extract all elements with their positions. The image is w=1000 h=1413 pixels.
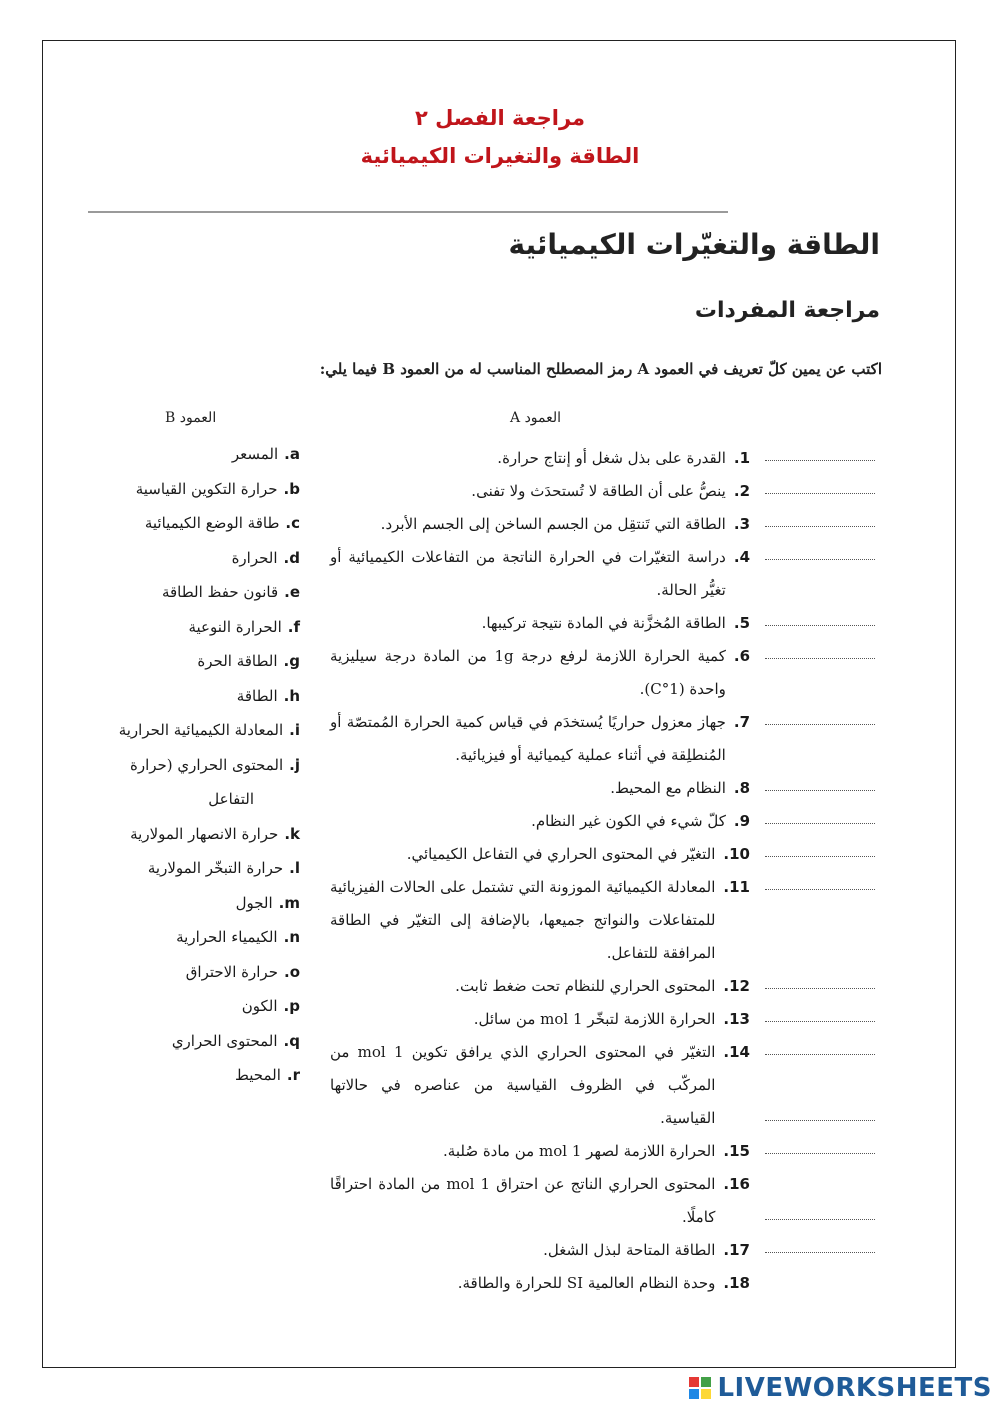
definition-item: 17. الطاقة المتاحة لبذل الشغل.: [543, 1241, 750, 1259]
answer-blank[interactable]: [765, 1054, 875, 1055]
definition-item: 3. الطاقة التي تَنتقِل من الجسم الساخن إلى الجسم الأبرد.: [380, 515, 750, 533]
definition-item: 14. التغيّر في المحتوى الحراري الذي يرافق تكوين 1 mol من المركّب في الظروف القياسية من عناصره في حالاتها القياسية.: [330, 1043, 750, 1127]
column-a-heading: العمود A: [510, 410, 562, 426]
definition-item: 2. ينصُّ على أن الطاقة لا تُستحدَث ولا تفنى.: [471, 482, 750, 500]
answer-blank[interactable]: [765, 988, 875, 989]
answer-blank[interactable]: [765, 460, 875, 461]
answer-blank[interactable]: [765, 1252, 875, 1253]
definition-item: 16. المحتوى الحراري الناتج عن احتراق 1 mol من المادة احتراقًا كاملًا.: [330, 1175, 750, 1226]
definition-item: 1. القدرة على بذل شغل أو إنتاج حرارة.: [497, 449, 750, 467]
answer-blank[interactable]: [765, 889, 875, 890]
liveworksheets-logo-icon: [689, 1377, 711, 1399]
logo-square-yellow: [701, 1389, 711, 1399]
term-item: k. حرارة الانصهار المولارية: [130, 824, 300, 843]
column-a-list: [330, 442, 750, 1300]
answer-blank[interactable]: [765, 823, 875, 824]
term-item: b. حرارة التكوين القياسية: [135, 479, 300, 498]
definition-item: 5. الطاقة المُخزَّنة في المادة نتيجة تركيبها.: [481, 614, 750, 632]
section-title: مراجعة المفردات: [694, 298, 880, 323]
worksheet-subtitle: الطاقة والتغيرات الكيميائية: [360, 144, 640, 168]
worksheet-title: مراجعة الفصل ٢: [414, 106, 586, 130]
column-b-heading: العمود B: [165, 410, 217, 426]
term-item: f. الحرارة النوعية: [188, 617, 300, 636]
term-item: a. المسعر: [231, 445, 300, 463]
definition-item: 10. التغيّر في المحتوى الحراري في التفاعل الكيميائي.: [406, 845, 750, 863]
answer-blank[interactable]: [765, 658, 875, 659]
term-item: l. حرارة التبخّر المولارية: [147, 859, 300, 877]
definition-item: 12. المحتوى الحراري للنظام تحت ضغط ثابت.: [455, 977, 750, 995]
answer-blank[interactable]: [765, 1120, 875, 1121]
term-item: r. المحيط: [235, 1066, 300, 1084]
answer-blank[interactable]: [765, 790, 875, 791]
chapter-title: الطاقة والتغيّرات الكيميائية: [508, 228, 880, 261]
divider: [88, 211, 728, 213]
instructions: اكتب عن يمين كلّ تعريف في العمود A رمز المصطلح المناسب له من العمود B فيما يلي:: [319, 360, 882, 378]
answer-blank[interactable]: [765, 724, 875, 725]
definition-item: 9. كلّ شيء في الكون غير النظام.: [531, 812, 750, 830]
answer-blank[interactable]: [765, 625, 875, 626]
logo-square-green: [701, 1377, 711, 1387]
term-item: j. المحتوى الحراري (حرارة: [129, 755, 300, 774]
answer-blank[interactable]: [765, 1021, 875, 1022]
term-item: n. الكيمياء الحرارية: [176, 928, 300, 946]
liveworksheets-brand[interactable]: [689, 1373, 992, 1403]
term-item: i. المعادلة الكيميائية الحرارية: [118, 721, 300, 739]
term-item: p. الكون: [241, 997, 300, 1015]
answer-blank[interactable]: [765, 1219, 875, 1220]
answer-blank[interactable]: [765, 493, 875, 494]
definition-item: 11. المعادلة الكيميائية الموزونة التي تشتمل على الحالات الفيزيائية للمتفاعلات والنواتج جميعها، بالإضافة إلى التغيّر في الطاقة المرافقة للتفاعل.: [330, 878, 750, 962]
definition-item: 4. دراسة التغيّرات في الحرارة الناتجة من التفاعلات الكيميائية أو تغيُّر الحالة.: [330, 548, 750, 599]
term-item: g. الطاقة الحرة: [197, 652, 300, 670]
term-item-continuation: التفاعل: [208, 790, 254, 808]
definition-item: 13. الحرارة اللازمة لتبخّر 1 mol من سائل.: [473, 1010, 750, 1028]
term-item: d. الحرارة: [231, 548, 300, 567]
answer-blank[interactable]: [765, 856, 875, 857]
answer-blank[interactable]: [765, 526, 875, 527]
term-item: c. طاقة الوضع الكيميائية: [144, 514, 300, 532]
definition-item: 8. النظام مع المحيط.: [610, 779, 750, 797]
term-item: o. حرارة الاحتراق: [185, 962, 300, 981]
term-item: h. الطاقة: [236, 686, 300, 705]
answer-blank[interactable]: [765, 1153, 875, 1154]
answer-blank[interactable]: [765, 559, 875, 560]
term-item: q. المحتوى الحراري: [171, 1031, 300, 1050]
definition-item: 7. جهاز معزول حراريًا يُستخدَم في قياس كمية الحرارة المُمتصّة أو المُنطلِقة في أثناء عملية كيميائية أو فيزيائية.: [330, 713, 750, 764]
definition-item: 18. وحدة النظام العالمية SI للحرارة والطاقة.: [457, 1274, 750, 1292]
brand-name: LIVEWORKSHEETS: [717, 1373, 992, 1403]
term-item: e. قانون حفظ الطاقة: [161, 583, 300, 601]
definition-item: 15. الحرارة اللازمة لصهر 1 mol من مادة صُلبة.: [443, 1142, 750, 1160]
term-item: m. الجول: [235, 893, 300, 912]
logo-square-red: [689, 1377, 699, 1387]
column-b-list: [100, 437, 300, 1093]
definition-item: 6. كمية الحرارة اللازمة لرفع درجة 1g من المادة درجة سيليزية واحدة (1°C).: [330, 647, 750, 698]
logo-square-blue: [689, 1389, 699, 1399]
